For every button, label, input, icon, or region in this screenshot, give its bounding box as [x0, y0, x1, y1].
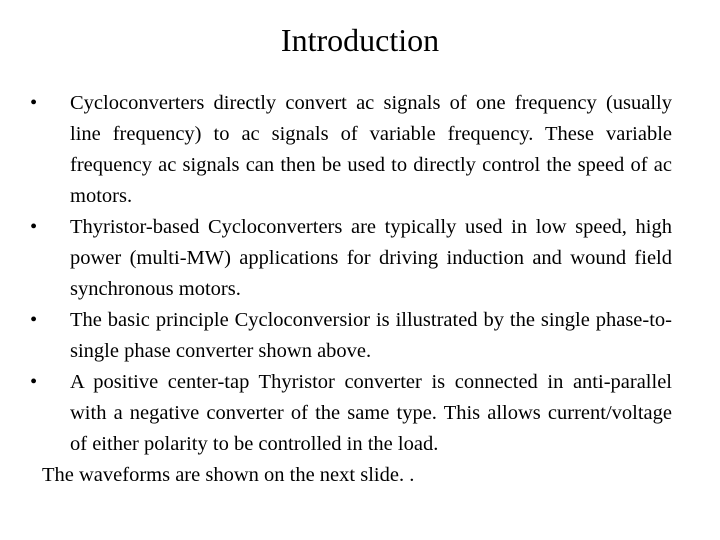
- slide-title: Introduction: [280, 22, 440, 58]
- bullet-text: Thyristor-based Cycloconverters are typically used in low speed, high power (multi-MW) applications for driving induction and wound field synchronous motors.: [70, 216, 672, 300]
- bullet-icon: •: [30, 92, 38, 114]
- slide-body: [30, 88, 672, 491]
- bullet-icon: •: [30, 309, 38, 331]
- bullet-item: [30, 212, 672, 305]
- bullet-list: [30, 88, 672, 460]
- bullet-item: [30, 305, 672, 367]
- bullet-item: [30, 88, 672, 212]
- bullet-text: The basic principle Cycloconversior is illustrated by the single phase-to-single phase converter shown above.: [70, 309, 672, 362]
- bullet-icon: •: [30, 371, 38, 393]
- bullet-icon: •: [30, 216, 38, 238]
- bullet-item: [30, 367, 672, 460]
- footer-text: The waveforms are shown on the next slide. .: [42, 464, 415, 486]
- bullet-text: A positive center-tap Thyristor converter is connected in anti-parallel with a negative converter of the same type. This allows current/voltage of either polarity to be controlled in the load.: [70, 371, 672, 455]
- bullet-text: Cycloconverters directly convert ac signals of one frequency (usually line frequency) to ac signals of variable frequency. These variable frequency ac signals can then be used to directly control the speed of ac motors.: [70, 92, 672, 207]
